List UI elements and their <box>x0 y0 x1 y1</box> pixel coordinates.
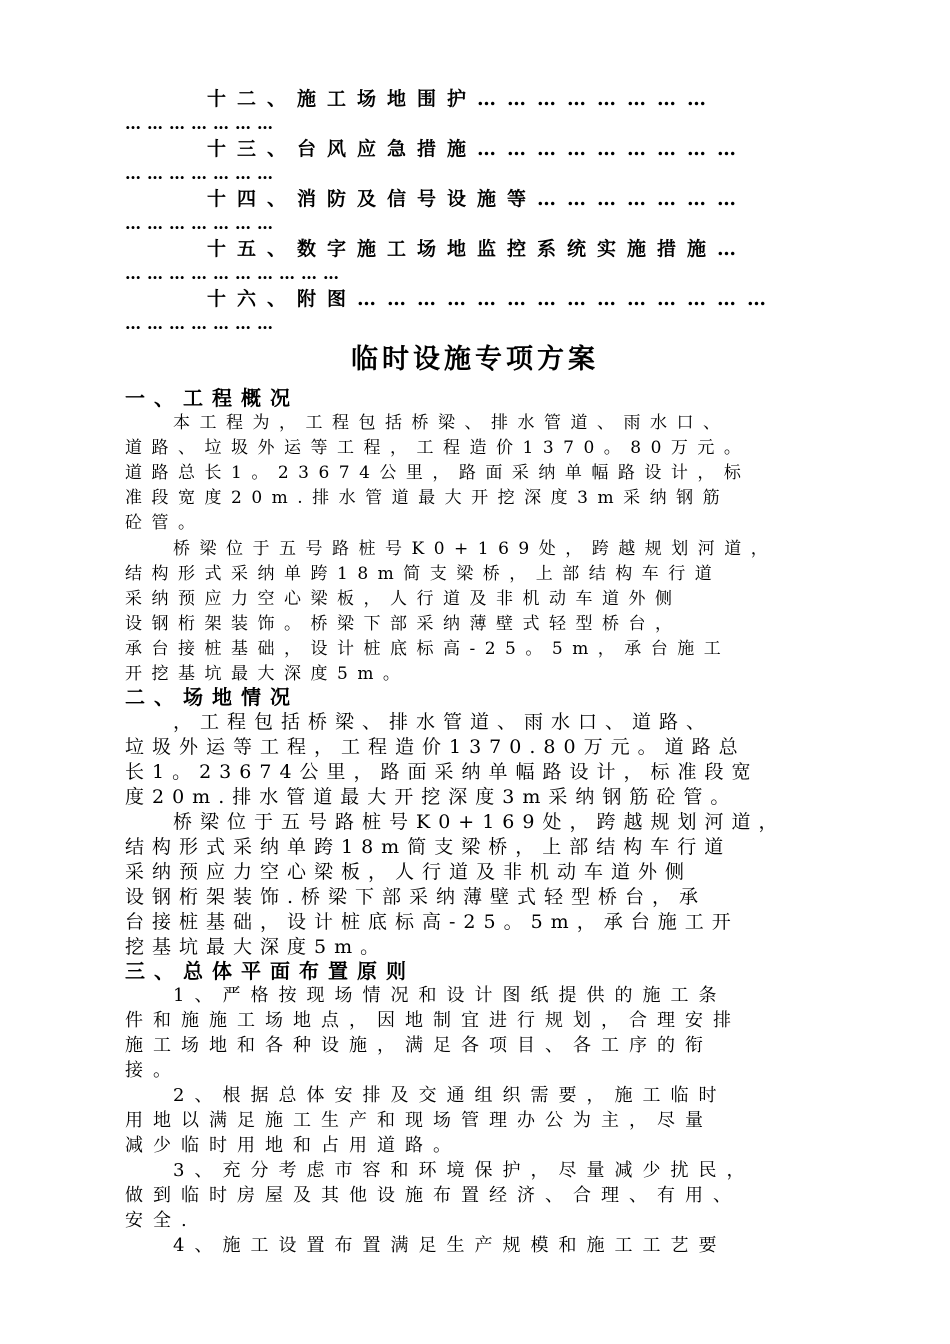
paragraph-line: 2、根据总体安排及交通组织需要，施工临时 <box>173 1085 727 1106</box>
paragraph-line: 度20m.排水管道最大开挖深度3m采纳钢筋砼管。 <box>125 786 738 808</box>
toc-entry-14: 十四、消防及信号设施等………………… <box>207 188 748 210</box>
paragraph-line: 道路总长1。23674公里，路面采纳单幅路设计，标 <box>125 463 751 483</box>
paragraph-line: 件和施施工场地点，因地制宜进行规划，合理安排 <box>125 1010 741 1031</box>
paragraph-line: 道路、垃圾外运等工程，工程造价1370。80万元。 <box>125 438 751 458</box>
paragraph-line: 挖基坑最大深度5m。 <box>125 936 388 958</box>
paragraph-line: 采纳预应力空心梁板，人行道及非机动车道外侧 <box>125 861 693 883</box>
section-heading: 三、总体平面布置原则 <box>125 959 415 983</box>
paragraph-line: 结构形式采纳单跨18m简支梁桥，上部结构车行道 <box>125 564 722 584</box>
paragraph-line: 施工场地和各种设施，满足各项目、各工序的衔 <box>125 1035 713 1056</box>
paragraph-line: 接。 <box>125 1060 181 1081</box>
toc-entry-15: 十五、数字施工场地监控系统实施措施… <box>207 238 748 260</box>
paragraph-line: 长1。23674公里，路面采纳单幅路设计，标准段宽 <box>125 761 759 783</box>
paragraph-line: ，工程包括桥梁、排水管道、雨水口、道路、 <box>173 711 714 733</box>
paragraph-line: 采纳预应力空心梁板，人行道及非机动车道外侧 <box>125 589 682 609</box>
paragraph-line: 做到临时房屋及其他设施布置经济、合理、有用、 <box>125 1185 741 1206</box>
toc-entry-15-continued: ………………………… <box>125 264 345 283</box>
paragraph-line: 桥梁位于五号路桩号K0+169处，跨越规划河道， <box>173 539 778 559</box>
section-heading: 一、工程概况 <box>125 386 299 410</box>
paragraph-line: 结构形式采纳单跨18m简支梁桥，上部结构车行道 <box>125 836 732 858</box>
paragraph-line: 用地以满足施工生产和现场管理办公为主，尽量 <box>125 1110 713 1131</box>
paragraph-line: 桥梁位于五号路桩号K0+169处，跨越规划河道， <box>173 811 786 833</box>
toc-entry-13-continued: ………………… <box>125 164 279 183</box>
paragraph-line: 垃圾外运等工程，工程造价1370.80万元。道路总 <box>125 736 746 758</box>
paragraph-line: 4、施工设置布置满足生产规模和施工工艺要 <box>173 1235 727 1256</box>
toc-entry-16-continued: ………………… <box>125 314 279 333</box>
toc-entry-16: 十六、附图…………………………………… <box>207 288 778 310</box>
paragraph-line: 台接桩基础，设计桩底标高-25。5m，承台施工开 <box>125 911 739 933</box>
toc-entry-12: 十二、施工场地围护…………………… <box>207 88 718 110</box>
section-heading: 二、场地情况 <box>125 685 299 709</box>
toc-entry-14-continued: ………………… <box>125 214 279 233</box>
paragraph-line: 承台接桩基础，设计桩底标高-25。5m，承台施工 <box>125 639 731 659</box>
paragraph-line: 减少临时用地和占用道路。 <box>125 1135 461 1156</box>
paragraph-line: 设钢桁架装饰.桥梁下部采纳薄壁式轻型桥台，承 <box>125 886 707 908</box>
paragraph-line: 3、充分考虑市容和环境保护，尽量减少扰民， <box>173 1160 755 1181</box>
paragraph-line: 开挖基坑最大深度5m。 <box>125 664 410 684</box>
toc-entry-12-continued: ………………… <box>125 114 279 133</box>
paragraph-line: 准段宽度20m.排水管道最大开挖深度3m采纳钢筋 <box>125 488 730 508</box>
document-title: 临时设施专项方案 <box>351 344 599 375</box>
paragraph-line: 设钢桁架装饰。桥梁下部采纳薄壁式轻型桥台， <box>125 614 682 634</box>
paragraph-line: 本工程为，工程包括桥梁、排水管道、雨水口、 <box>173 413 730 433</box>
toc-entry-13: 十三、台风应急措施……………………… <box>207 138 748 160</box>
paragraph-line: 安全. <box>125 1210 197 1231</box>
paragraph-line: 砼管。 <box>125 513 205 533</box>
paragraph-line: 1、严格按现场情况和设计图纸提供的施工条 <box>173 985 727 1006</box>
